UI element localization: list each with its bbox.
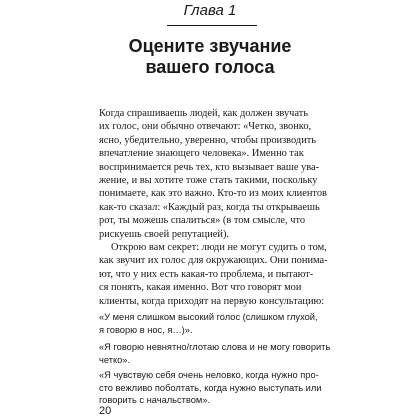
text-line: рот, ты можешь спалиться» (в том смысле, что	[99, 215, 306, 227]
quote-2	[99, 341, 331, 366]
text-line: Когда спрашиваешь людей, как должен звучать	[99, 108, 308, 119]
text-line: ся понять, какая именно. Вот что говорят мои	[99, 282, 302, 294]
paragraph-1	[99, 107, 327, 241]
quote-line: я говорю в нос, я…)».	[99, 324, 193, 335]
quote-1	[99, 311, 322, 336]
text-line: клиенты, когда приходят на первую консультацию:	[99, 295, 325, 307]
text-line: как звучит их голос для окружающих. Они понима-	[99, 255, 328, 267]
quote-line: сто вежливо поболтать, когда нужно выступать или	[99, 382, 322, 393]
text-line: ют, что у них есть какая-то проблема, и пытают-	[99, 268, 314, 280]
text-line: Открою вам секрет: люди не могут судить о том,	[111, 242, 327, 253]
chapter-label: Глава 1	[183, 2, 237, 19]
chapter-header	[0, 0, 420, 27]
text-line: как-то сказал: «Каждый раз, когда ты открываешь	[99, 201, 320, 213]
chapter-title-line: Оцените звучание	[128, 36, 292, 56]
paragraph-2	[99, 241, 328, 308]
chapter-title	[0, 36, 420, 78]
quote-line: «Я чувствую себя очень неловко, когда нужно про-	[99, 370, 319, 380]
quote-line: «Я говорю невнятно/глотаю слова и не могу говорить	[99, 342, 331, 352]
text-line: понимаете, как это важно. Кто-то из моих клиентов	[99, 188, 327, 200]
quote-line: «У меня слишком высокий голос (слишком глухой,	[99, 312, 318, 322]
header-rule	[167, 25, 257, 26]
page-number: 20	[99, 405, 112, 417]
text-line: их голос, они обычно отвечают: «Четко, звонко,	[99, 121, 312, 133]
text-line: жение, и вы хотите тоже стать такими, поскольку	[99, 175, 318, 187]
text-line: воспринимается речь тех, кто вызывает ваше ува-	[99, 161, 320, 173]
quote-line: четко».	[99, 354, 131, 365]
quote-3	[99, 369, 322, 407]
text-line: ясно, убедительно, уверенно, чтобы производить	[99, 134, 317, 146]
text-line: впечатление знающего человека». Именно так	[99, 148, 304, 160]
quote-line: говорить с начальством».	[99, 395, 211, 406]
chapter-title-line: вашего голоса	[145, 57, 275, 77]
text-line: рискуешь своей репутацией).	[99, 228, 230, 240]
